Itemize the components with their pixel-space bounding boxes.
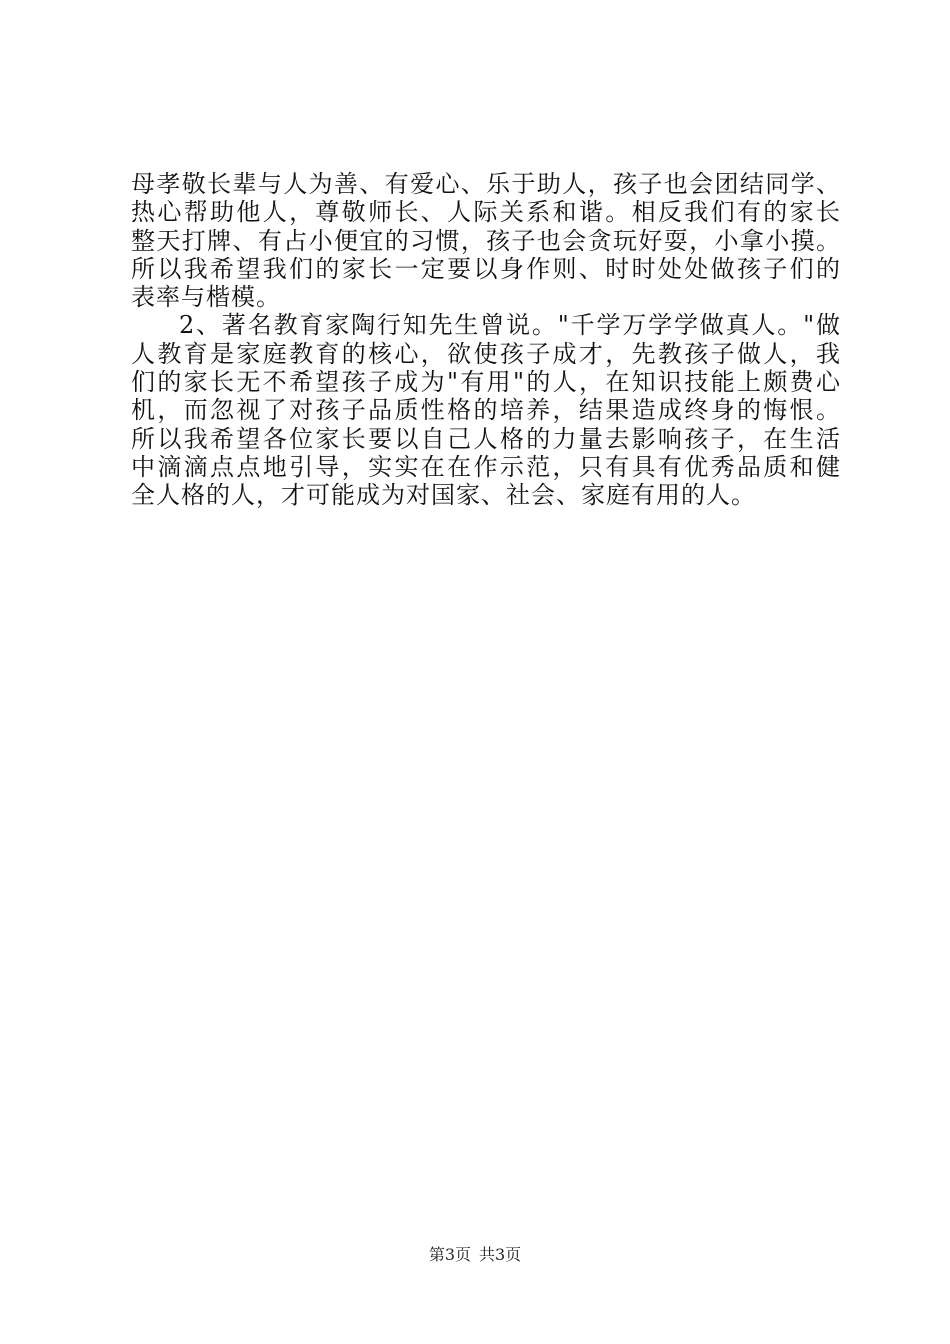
text-line: 母孝敬长辈与人为善、有爱心、乐于助人，孩子也会团结同学、	[131, 170, 841, 198]
text-line: 整天打牌、有占小便宜的习惯，孩子也会贪玩好耍，小拿小摸。	[131, 226, 841, 255]
text-line: 们的家长无不希望孩子成为"有用"的人，在知识技能上颇费心	[131, 368, 841, 397]
page-number: 第3页	[428, 1245, 471, 1264]
text-line: 2、著名教育家陶行知先生曾说。"千学万学学做真人。"做	[179, 311, 841, 340]
text-line: 所以我希望各位家长要以自己人格的力量去影响孩子，在生活	[131, 424, 841, 453]
page-footer	[0, 1245, 950, 1265]
text-line: 机，而忽视了对孩子品质性格的培养，结果造成终身的悔恨。	[131, 396, 841, 425]
text-line: 全人格的人，才可能成为对国家、社会、家庭有用的人。	[131, 481, 756, 510]
text-line: 所以我希望我们的家长一定要以身作则、时时处处做孩子们的	[131, 254, 841, 283]
page-total: 共3页	[479, 1245, 522, 1264]
text-line: 人教育是家庭教育的核心，欲使孩子成才，先教孩子做人，我	[131, 339, 841, 368]
body-text	[131, 170, 841, 510]
text-line: 表率与楷模。	[131, 283, 281, 312]
text-line: 中滴滴点点地引导，实实在在作示范，只有具有优秀品质和健	[131, 452, 841, 481]
text-line: 热心帮助他人，尊敬师长、人际关系和谐。相反我们有的家长	[131, 198, 841, 227]
